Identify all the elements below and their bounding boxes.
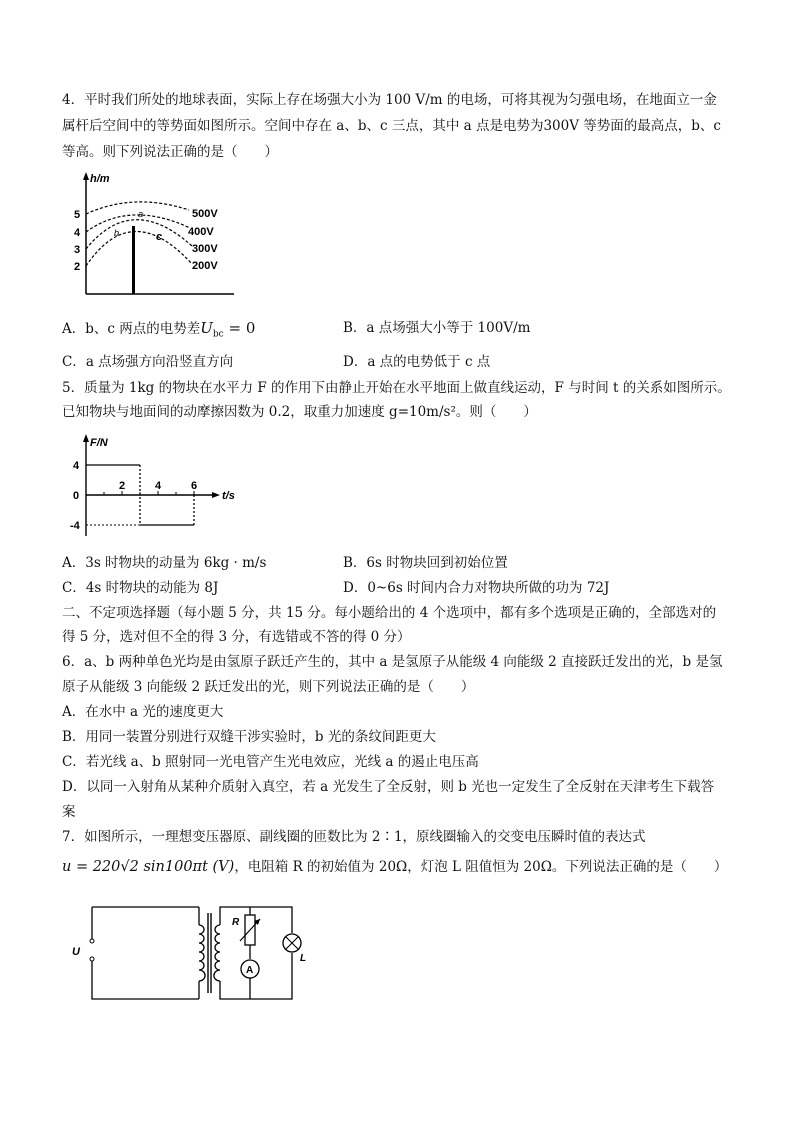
q4-line-3: 等高。则下列说法正确的是（ ） (62, 144, 278, 160)
curve-label-400v: 400V (188, 226, 214, 238)
q5-y-tick-label: 0 (73, 490, 80, 502)
q4-y-tick-4: 4 (74, 227, 81, 239)
q7-transformer-circuit (62, 903, 312, 1008)
q4-option-a-tail: = 0 (223, 319, 256, 337)
q4-option-a-math: U (200, 319, 213, 337)
q5-x-tick-label: 4 (155, 480, 162, 492)
q5-y-axis-arrow (83, 434, 89, 442)
q4-y-tick-5: 5 (74, 209, 81, 221)
q4-line-1: 4．平时我们所处的地球表面，实际上存在场强大小为 100 V/m 的电场，可将其视为匀强电场，在地面立一金 (62, 92, 717, 108)
curve-label-500v: 500V (192, 208, 218, 220)
q5-x-axis-arrow (212, 492, 220, 498)
resistor-label: R (232, 917, 240, 928)
q4-y-tick-3: 3 (74, 244, 81, 256)
q6-option-b: B．用同一装置分别进行双缝干涉实验时，b 光的条纹间距更大 (62, 729, 436, 745)
ac-source-terminal-bottom (90, 957, 94, 961)
lamp-label: L (300, 953, 307, 964)
q5-option-a: A．3s 时物块的动量为 6kg · m/s (62, 555, 267, 571)
point-label-c: c (156, 231, 163, 243)
q5-x-tick-label: 6 (191, 480, 198, 492)
q6-line-1: 6．a、b 两种单色光均是由氢原子跃迁产生的，其中 a 是氢原子从能级 4 向能级 2 直接跃迁发出的光，b 是氢 (62, 654, 723, 670)
ac-source-terminal-top (90, 939, 94, 943)
q4-line-2: 属杆后空间中的等势面如图所示。空间中存在 a、b、c 三点，其中 a 点是电势为300V 等势面的最高点，b、c (62, 118, 721, 134)
q6-line-2: 原子从能级 3 向能级 2 跃迁发出的光，则下列说法正确的是（ ） (62, 679, 475, 695)
q6-option-d-cont: 案 (62, 804, 76, 820)
q6-option-a: A．在水中 a 光的速度更大 (62, 704, 224, 720)
q6-option-c: C．若光线 a、b 照射同一光电管产生光电效应，光线 a 的遏止电压高 (62, 754, 479, 770)
q5-y-tick-label: -4 (70, 520, 80, 532)
secondary-coil (214, 925, 220, 981)
point-label-b: b (114, 228, 120, 238)
q5-option-d: D．0~6s 时间内合力对物块所做的功为 72J (343, 580, 610, 596)
section2-line-1: 二、不定项选择题（每小题 5 分，共 15 分。每小题给出的 4 个选项中，都有多个选项是正确的，全部选对的 (62, 605, 717, 621)
section2-line-2: 得 5 分，选对但不全的得 3 分，有选错或不答的得 0 分） (62, 629, 411, 645)
curve-200v (86, 231, 192, 266)
q7-line-2 (62, 857, 727, 877)
q5-x-axis-label: t/s (222, 490, 235, 502)
curve-300v (86, 220, 192, 249)
q6-option-d: D．以同一入射角从某种介质射入真空，若 a 光发生了全反射，则 b 光也一定发生了全反射在天津考生下载答 (62, 779, 715, 795)
q4-option-a-sub: bc (212, 329, 224, 340)
q5-y-axis-label: F/N (90, 437, 108, 449)
curve-label-200v: 200V (192, 260, 218, 272)
q4-y-axis-label: h/m (90, 173, 110, 185)
point-label-a: a (138, 209, 144, 219)
q4-option-b: B．a 点场强大小等于 100V/m (343, 320, 531, 336)
q4-option-d: D．a 点的电势低于 c 点 (343, 354, 491, 370)
primary-coil (199, 925, 205, 981)
q4-option-a-text: A．b、c 两点的电势差 (62, 321, 201, 337)
q5-line-2: 已知物块与地面间的动摩擦因数为 0.2，取重力加速度 g=10m/s²。则（ ） (62, 404, 537, 420)
q7-line-2-text: ，电阻箱 R 的初始值为 20Ω，灯泡 L 阻值恒为 20Ω。下列说法正确的是（ ） (234, 859, 728, 875)
q4-y-tick-2: 2 (74, 261, 81, 273)
source-label: U (72, 946, 80, 958)
q5-option-b: B．6s 时物块回到初始位置 (343, 555, 508, 571)
q7-voltage-expression: u = 220√2 sin100πt (V) (62, 859, 235, 875)
q4-option-a (62, 318, 255, 345)
q4-equipotential-figure (64, 170, 254, 300)
q5-option-c: C．4s 时物块的动能为 8J (62, 580, 219, 596)
ammeter-label: A (246, 965, 254, 976)
q5-line-1: 5．质量为 1kg 的物块在水平力 F 的作用下由静止开始在水平地面上做直线运动，F 与时间 t 的关系如图所示。 (62, 380, 731, 396)
q7-line-1: 7．如图所示，一理想变压器原、副线圈的匝数比为 2∶1，原线圈输入的交变电压瞬时值的表达式 (62, 829, 646, 845)
q5-y-tick-label: 4 (73, 460, 80, 472)
metal-rod (132, 226, 135, 294)
q4-option-c: C．a 点场强方向沿竖直方向 (62, 354, 234, 370)
curve-label-300v: 300V (192, 243, 218, 255)
q5-force-time-chart (64, 432, 254, 542)
q5-x-tick-label: 2 (119, 480, 126, 492)
